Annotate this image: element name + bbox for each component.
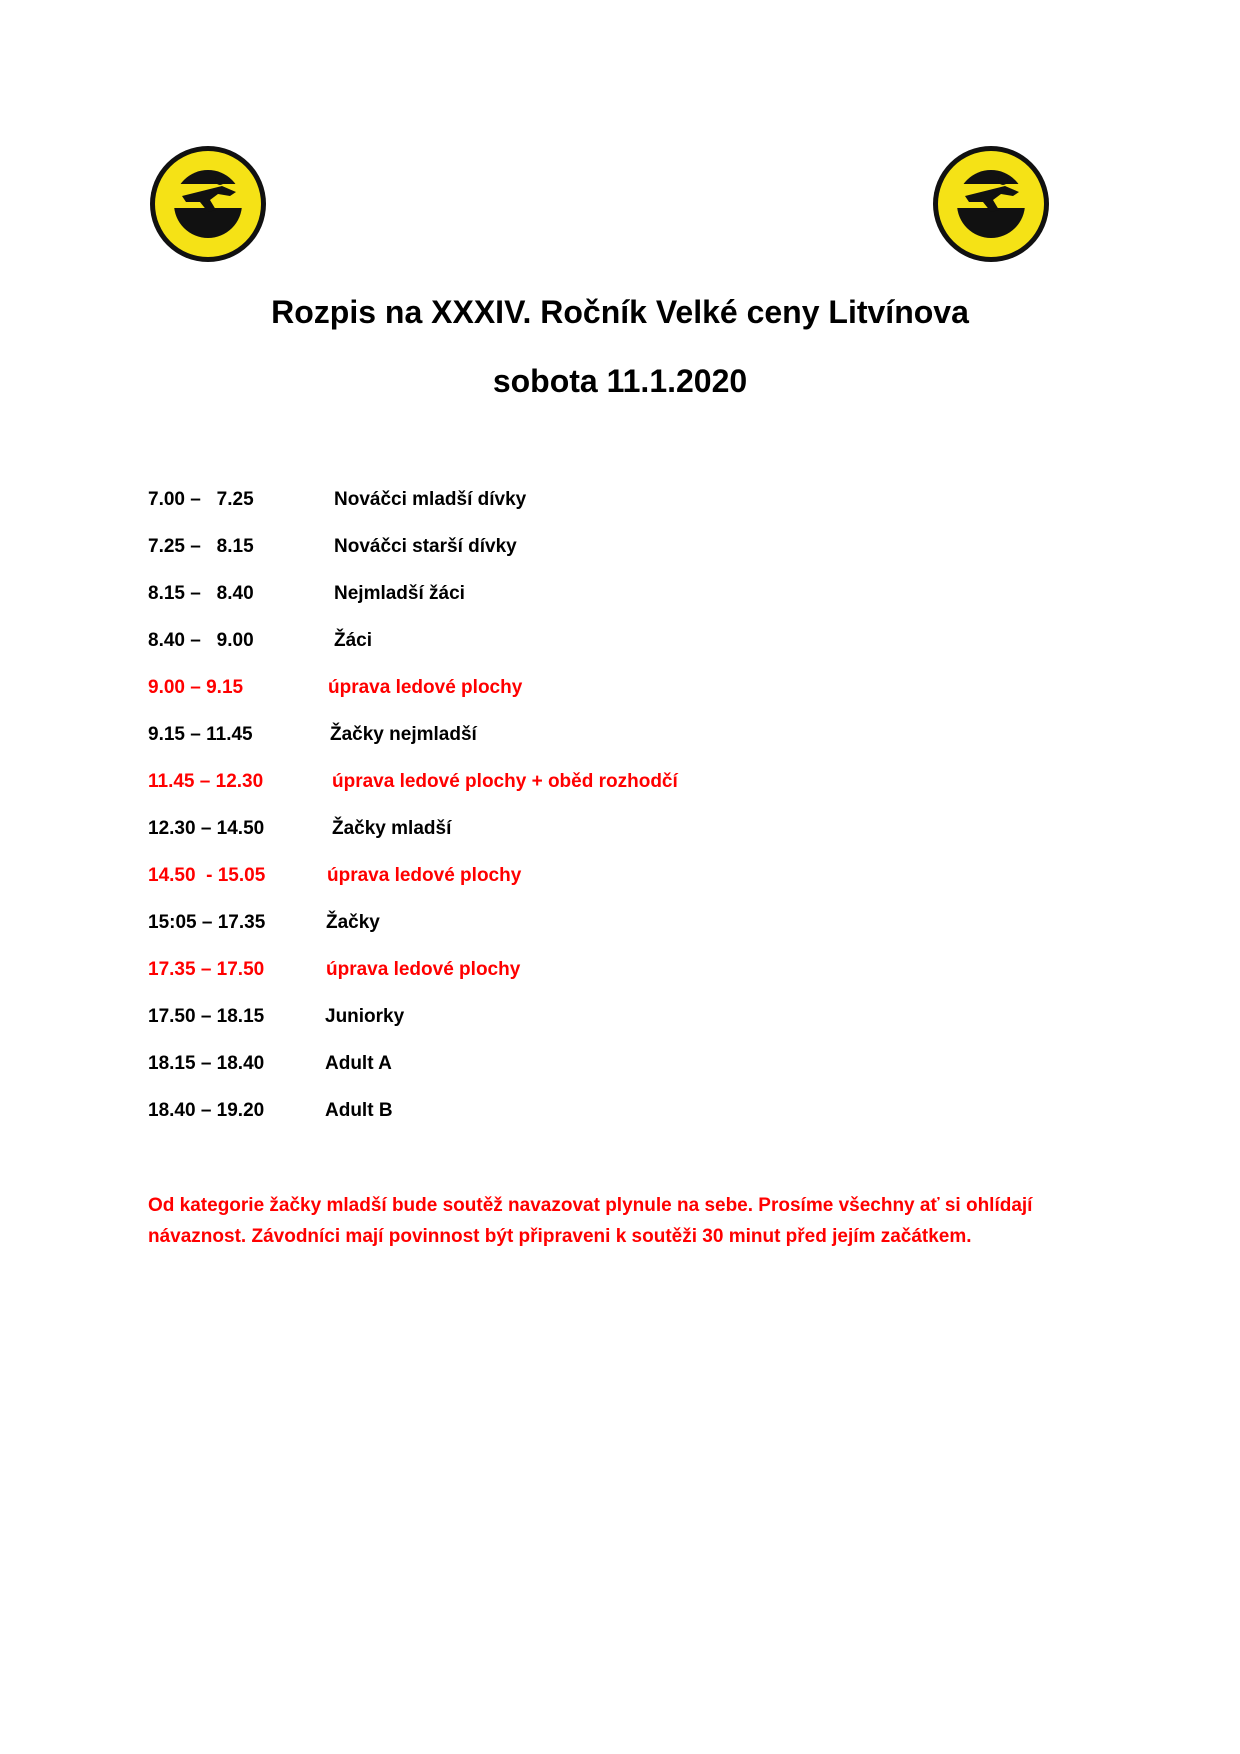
club-logo-right bbox=[931, 144, 1051, 264]
schedule-row bbox=[148, 720, 1048, 767]
schedule-category: Nejmladší žáci bbox=[334, 583, 465, 604]
schedule-time: 7.25 – 8.15 bbox=[148, 536, 254, 557]
figure-skater-logo-icon bbox=[931, 144, 1051, 264]
schedule-time: 15:05 – 17.35 bbox=[148, 912, 266, 933]
schedule-category: úprava ledové plochy + oběd rozhodčí bbox=[332, 771, 678, 792]
schedule-note bbox=[148, 1190, 1098, 1252]
schedule-row bbox=[148, 767, 1048, 814]
schedule-row bbox=[148, 532, 1048, 579]
schedule-row bbox=[148, 579, 1048, 626]
schedule-time: 8.40 – 9.00 bbox=[148, 630, 254, 651]
schedule-row bbox=[148, 814, 1048, 861]
schedule-row bbox=[148, 1049, 1048, 1096]
schedule-category: Juniorky bbox=[325, 1006, 405, 1027]
schedule-time: 18.40 – 19.20 bbox=[148, 1100, 265, 1121]
schedule-time: 9.15 – 11.45 bbox=[148, 724, 253, 745]
schedule-category: úprava ledové plochy bbox=[326, 959, 521, 980]
schedule-time: 7.00 – 7.25 bbox=[148, 489, 254, 510]
schedule-time: 11.45 – 12.30 bbox=[148, 771, 264, 792]
schedule-time: 17.50 – 18.15 bbox=[148, 1006, 265, 1027]
schedule-row bbox=[148, 673, 1048, 720]
schedule-time: 17.35 – 17.50 bbox=[148, 959, 265, 980]
schedule-category: úprava ledové plochy bbox=[328, 677, 523, 698]
schedule-row bbox=[148, 908, 1048, 955]
schedule-category: Adult A bbox=[325, 1053, 392, 1074]
page-title: Rozpis na XXXIV. Ročník Velké ceny Litvínova bbox=[271, 294, 969, 330]
schedule-category: Žáci bbox=[334, 630, 373, 651]
note-line-2: návaznost. Závodníci mají povinnost být připraveni k soutěži 30 minut před jejím začátkem. bbox=[148, 1226, 972, 1247]
schedule-row bbox=[148, 1002, 1048, 1049]
page-subtitle-date: sobota 11.1.2020 bbox=[492, 363, 748, 399]
schedule-category: Nováčci starší dívky bbox=[334, 536, 517, 557]
schedule-list bbox=[148, 485, 1048, 1143]
schedule-row bbox=[148, 485, 1048, 532]
schedule-time: 14.50 - 15.05 bbox=[148, 865, 266, 886]
note-line-1: Od kategorie žačky mladší bude soutěž navazovat plynule na sebe. Prosíme všechny ať si ohlídají bbox=[148, 1195, 1033, 1216]
schedule-category: Nováčci mladší dívky bbox=[334, 489, 527, 510]
schedule-row bbox=[148, 626, 1048, 673]
schedule-category: Adult B bbox=[325, 1100, 393, 1121]
schedule-time: 9.00 – 9.15 bbox=[148, 677, 244, 698]
schedule-category: Žačky nejmladší bbox=[330, 724, 477, 745]
club-logo-left bbox=[148, 144, 268, 264]
schedule-time: 18.15 – 18.40 bbox=[148, 1053, 265, 1074]
schedule-time: 8.15 – 8.40 bbox=[148, 583, 254, 604]
schedule-time: 12.30 – 14.50 bbox=[148, 818, 265, 839]
figure-skater-logo-icon bbox=[148, 144, 268, 264]
schedule-row bbox=[148, 955, 1048, 1002]
schedule-row bbox=[148, 1096, 1048, 1143]
schedule-row bbox=[148, 861, 1048, 908]
schedule-category: úprava ledové plochy bbox=[327, 865, 522, 886]
schedule-category: Žačky mladší bbox=[332, 818, 452, 839]
schedule-category: Žačky bbox=[326, 912, 380, 933]
